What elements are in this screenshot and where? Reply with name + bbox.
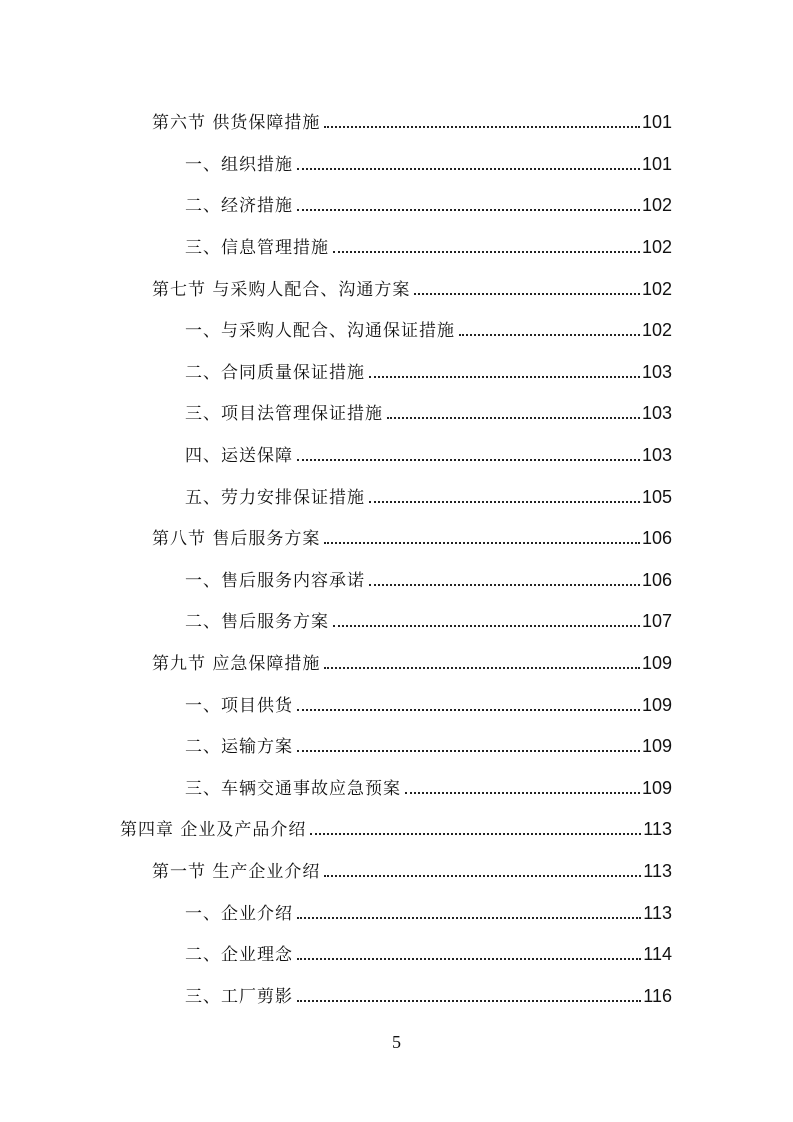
toc-entry-page: 106	[641, 569, 672, 590]
toc-entry[interactable]	[0, 849, 793, 891]
toc-entry[interactable]	[0, 142, 793, 184]
toc-entry-title: 运输方案	[221, 737, 293, 758]
toc-entry[interactable]	[0, 225, 793, 267]
toc-entry-title: 信息管理措施	[221, 238, 329, 259]
toc-entry-number: 第六节	[152, 113, 213, 134]
toc-entry[interactable]	[0, 391, 793, 433]
toc-entry[interactable]	[0, 890, 793, 932]
toc-entry[interactable]	[0, 973, 793, 1015]
toc-entry-number: 第四章	[120, 820, 181, 841]
toc-entry[interactable]	[0, 558, 793, 600]
dot-leader	[333, 251, 640, 253]
toc-entry[interactable]	[0, 350, 793, 392]
toc-entry-title: 项目供货	[221, 695, 293, 716]
toc-entry[interactable]	[0, 266, 793, 308]
toc-entry-number: 四、	[185, 446, 221, 467]
toc-entry-page: 113	[643, 860, 672, 881]
toc-entry-number: 五、	[185, 487, 221, 508]
toc-entry-page: 107	[641, 611, 672, 632]
toc-entry-page: 105	[641, 486, 672, 507]
dot-leader	[297, 459, 640, 461]
toc-entry[interactable]	[0, 433, 793, 475]
dot-leader	[324, 875, 641, 877]
toc-entry[interactable]	[0, 724, 793, 766]
toc-entry-title: 企业及产品介绍	[180, 820, 307, 841]
toc-entry-number: 二、	[185, 196, 221, 217]
toc-entry-title: 与采购人配合、沟通方案	[212, 279, 411, 300]
toc-entry-title: 供货保障措施	[212, 113, 321, 134]
dot-leader	[297, 917, 641, 919]
toc-entry-page: 102	[641, 278, 672, 299]
toc-entry-number: 三、	[185, 986, 221, 1007]
toc-entry-title: 工厂剪影	[221, 986, 293, 1007]
toc-entry-title: 应急保障措施	[212, 654, 321, 675]
toc-entry-number: 三、	[185, 404, 221, 425]
toc-entry-number: 一、	[185, 570, 221, 591]
dot-leader	[414, 293, 640, 295]
toc-entry-number: 二、	[185, 737, 221, 758]
toc-entry-page: 113	[643, 819, 672, 840]
toc-entry[interactable]	[0, 308, 793, 350]
toc-entry[interactable]	[0, 807, 793, 849]
toc-entry-title: 项目法管理保证措施	[221, 404, 383, 425]
toc-entry-page: 109	[641, 653, 672, 674]
toc-entry-title: 合同质量保证措施	[221, 362, 365, 383]
toc-entry-number: 第九节	[152, 654, 213, 675]
dot-leader	[297, 1000, 641, 1002]
toc-entry[interactable]	[0, 599, 793, 641]
dot-leader	[387, 417, 640, 419]
dot-leader	[405, 792, 640, 794]
dot-leader	[297, 168, 640, 170]
dot-leader	[333, 625, 640, 627]
dot-leader	[324, 542, 640, 544]
toc-entry[interactable]	[0, 474, 793, 516]
toc-entry-title: 运送保障	[221, 446, 293, 467]
toc-entry[interactable]	[0, 932, 793, 974]
toc-entry-page: 102	[641, 320, 672, 341]
toc-entry-page: 109	[641, 777, 672, 798]
toc-entry-number: 一、	[185, 695, 221, 716]
dot-leader	[297, 209, 640, 211]
toc-entry-page: 109	[641, 694, 672, 715]
toc-entry-page: 106	[641, 528, 672, 549]
toc-entry-title: 与采购人配合、沟通保证措施	[221, 321, 455, 342]
dot-leader	[297, 709, 640, 711]
toc-entry-number: 二、	[185, 945, 221, 966]
toc-entry-title: 车辆交通事故应急预案	[221, 778, 401, 799]
dot-leader	[310, 833, 641, 835]
toc-entry-number: 三、	[185, 238, 221, 259]
toc-entry-number: 一、	[185, 903, 221, 924]
toc-entry-title: 组织措施	[221, 154, 293, 175]
toc-entry-page: 101	[641, 112, 672, 133]
page-number: 5	[392, 1032, 401, 1052]
toc-entry-title: 售后服务内容承诺	[221, 570, 365, 591]
dot-leader	[324, 667, 640, 669]
toc-entry-number: 二、	[185, 362, 221, 383]
toc-entry-title: 企业介绍	[221, 903, 293, 924]
toc-entry-title: 售后服务方案	[221, 612, 329, 633]
toc-entry[interactable]	[0, 183, 793, 225]
toc-entry[interactable]	[0, 100, 793, 142]
dot-leader	[297, 958, 641, 960]
dot-leader	[369, 584, 640, 586]
toc-entry-number: 第八节	[152, 529, 213, 550]
toc-entry[interactable]	[0, 641, 793, 683]
toc-entry-page: 116	[643, 985, 672, 1006]
toc-entry-page: 103	[641, 445, 672, 466]
toc-entry[interactable]	[0, 766, 793, 808]
dot-leader	[324, 126, 640, 128]
toc-entry-number: 三、	[185, 778, 221, 799]
toc-entry[interactable]	[0, 516, 793, 558]
toc-entry-title: 经济措施	[221, 196, 293, 217]
toc-entry-page: 102	[641, 195, 672, 216]
toc-entry-number: 一、	[185, 154, 221, 175]
dot-leader	[369, 376, 640, 378]
dot-leader	[297, 750, 640, 752]
toc-entry-title: 劳力安排保证措施	[221, 487, 365, 508]
toc-entry-page: 101	[641, 153, 672, 174]
table-of-contents	[0, 100, 793, 1015]
toc-entry-title: 售后服务方案	[212, 529, 321, 550]
toc-entry-page: 109	[641, 736, 672, 757]
toc-entry-number: 一、	[185, 321, 221, 342]
toc-entry-page: 114	[643, 944, 672, 965]
toc-entry-page: 103	[641, 403, 672, 424]
toc-entry-number: 第一节	[152, 861, 213, 882]
toc-entry-page: 113	[643, 902, 672, 923]
dot-leader	[459, 334, 640, 336]
toc-entry-number: 二、	[185, 612, 221, 633]
toc-entry-title: 企业理念	[221, 945, 293, 966]
dot-leader	[369, 501, 640, 503]
toc-entry-page: 102	[641, 237, 672, 258]
toc-entry-title: 生产企业介绍	[212, 861, 321, 882]
toc-entry-page: 103	[641, 361, 672, 382]
toc-entry-number: 第七节	[152, 279, 213, 300]
toc-entry[interactable]	[0, 682, 793, 724]
